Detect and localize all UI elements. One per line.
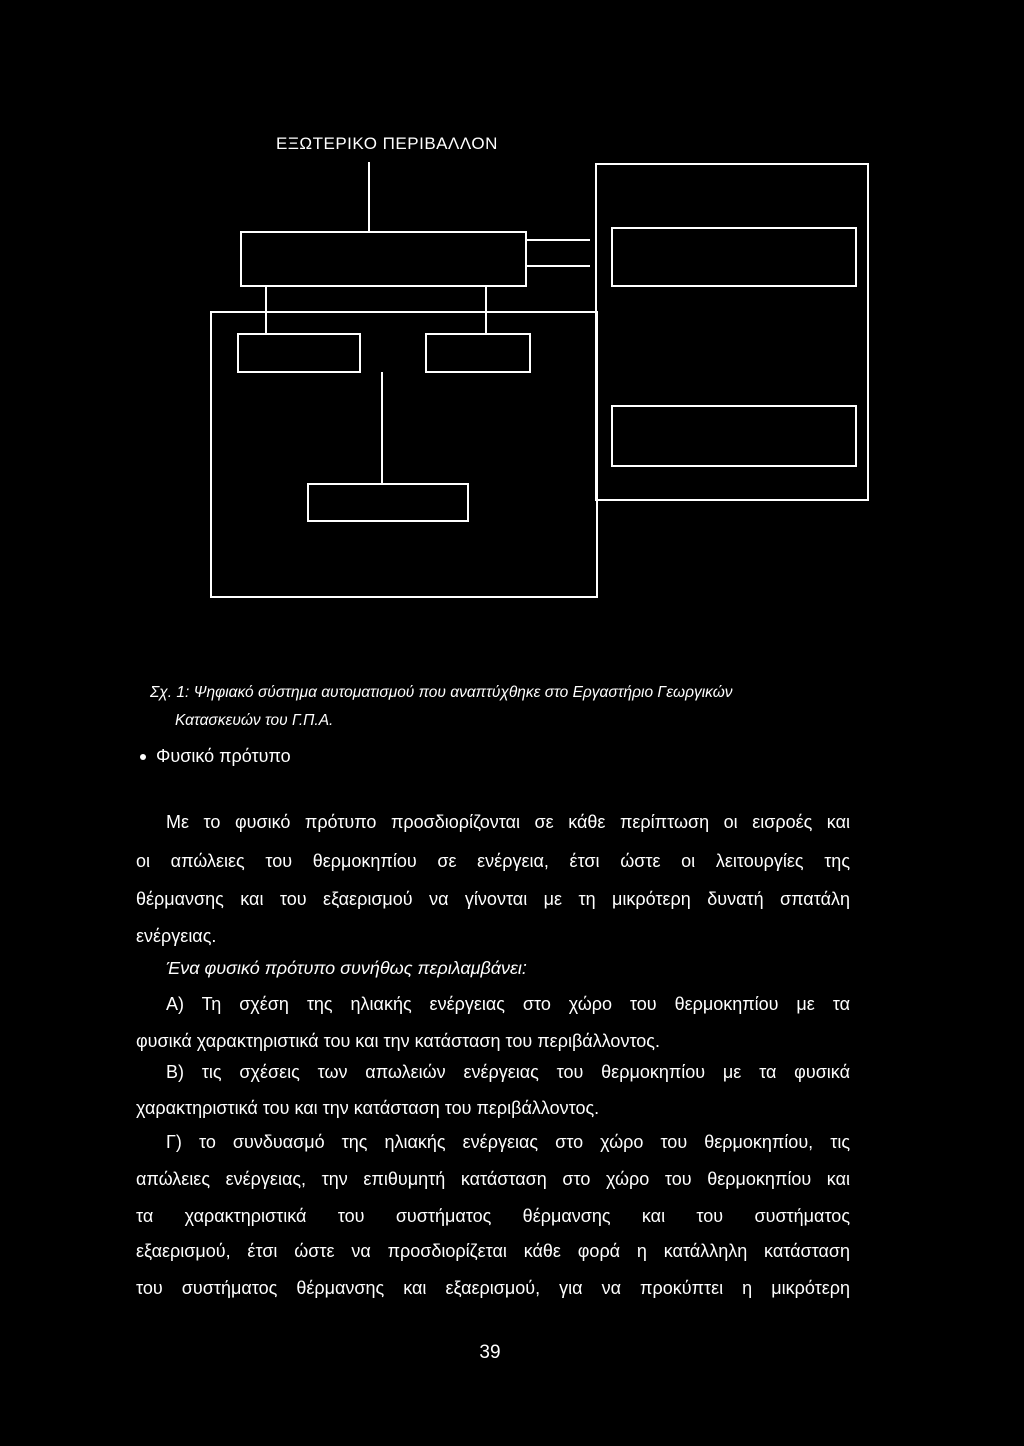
- section-heading-text: Φυσικό πρότυπο: [156, 746, 291, 766]
- body-line-italic: Ένα φυσικό πρότυπο συνήθως περιλαμβάνει:: [166, 958, 527, 978]
- body-line: Β) τις σχέσεις των απωλειών ενέργειας του θερμοκηπίου με τα φυσικά: [166, 1062, 850, 1082]
- body-line: εξαερισμού, έτσι ώστε να προσδιορίζεται κάθε φορά η κατάλληλη κατάσταση: [136, 1241, 850, 1261]
- body-line: του συστήματος θέρμανσης και εξαερισμού, για να προκύπτει η μικρότερη: [136, 1278, 850, 1298]
- body-line: Με το φυσικό πρότυπο προσδιορίζονται σε κάθε περίπτωση οι εισροές και: [166, 812, 850, 832]
- section-heading: [156, 746, 291, 767]
- right-inner-top-box: [612, 228, 856, 286]
- inner-right-box: [426, 334, 530, 372]
- page-number: 39: [479, 1342, 501, 1363]
- inner-left-box: [238, 334, 360, 372]
- body-line: Α) Τη σχέση της ηλιακής ενέργειας στο χώρο του θερμοκηπίου με τα: [166, 994, 850, 1014]
- right-inner-bottom-box: [612, 406, 856, 466]
- controller-box: [241, 232, 526, 286]
- body-line: φυσικά χαρακτηριστικά του και την κατάσταση του περιβάλλοντος.: [136, 1031, 660, 1051]
- body-line: θέρμανσης και του εξαερισμού να γίνονται με τη μικρότερη δυνατή σπατάλη: [136, 889, 850, 909]
- body-line: απώλειες ενέργειας, την επιθυμητή κατάσταση στο χώρο του θερμοκηπίου και: [136, 1169, 850, 1189]
- body-line: τα χαρακτηριστικά του συστήματος θέρμανσης και του συστήματος: [136, 1206, 850, 1226]
- diagram-title: ΕΞΩΤΕΡΙΚΟ ΠΕΡΙΒΑΛΛΟΝ: [276, 134, 498, 153]
- system-diagram: [0, 0, 1024, 640]
- bullet-icon: [140, 754, 146, 760]
- figure-caption-line2: Κατασκευών του Γ.Π.Α.: [175, 712, 334, 729]
- right-frame: [596, 164, 868, 500]
- bottom-box: [308, 484, 468, 521]
- figure-caption-line1: Σχ. 1: Ψηφιακό σύστημα αυτοματισμού που αναπτύχθηκε στο Εργαστήριο Γεωργικών: [150, 684, 733, 701]
- body-line: Γ) το συνδυασμό της ηλιακής ενέργειας στο χώρο του θερμοκηπίου, τις: [166, 1132, 850, 1152]
- body-line: ενέργειας.: [136, 926, 217, 946]
- body-line: χαρακτηριστικά του και την κατάσταση του περιβάλλοντος.: [136, 1098, 600, 1118]
- body-line: οι απώλειες του θερμοκηπίου σε ενέργεια, έτσι ώστε οι λειτουργίες της: [136, 851, 850, 871]
- greenhouse-enclosure: [211, 312, 597, 597]
